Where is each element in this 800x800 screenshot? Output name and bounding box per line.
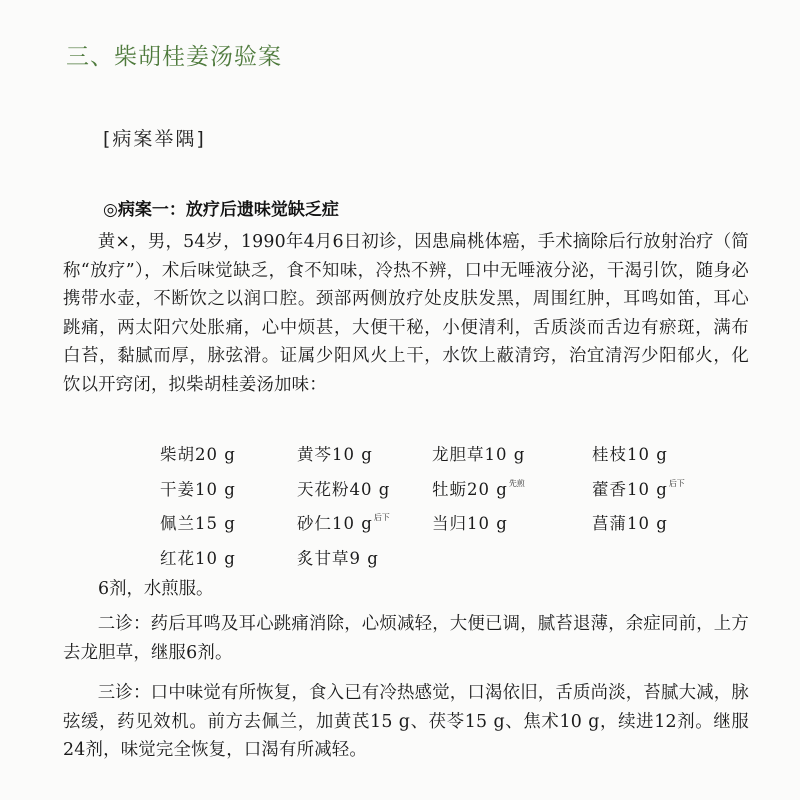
herb-name: 黄芩 (297, 445, 332, 464)
dosage-instruction: 6剂，水煎服。 (98, 579, 214, 599)
herb-name: 当归 (432, 514, 467, 533)
herb-item (592, 476, 685, 500)
herb-item (297, 545, 379, 569)
herb-prep-note: 后下 (668, 479, 685, 488)
herb-item (432, 441, 525, 465)
section-title: 三、柴胡桂姜汤验案 (66, 44, 282, 70)
herb-name: 菖蒲 (592, 514, 627, 533)
herb-item (432, 476, 525, 500)
herb-name: 龙胆草 (432, 445, 485, 464)
herb-dose: 10 g (195, 549, 236, 568)
case-paragraph-third-visit: 三诊：口中味觉有所恢复，食入已有冷热感觉，口渴依旧，舌质尚淡，苔腻大减，脉弦缓，药见效机。前方去佩兰，加黄芪15 g、茯苓15 g、焦术10 g，续进12剂。继服24剂，味觉完全恢复，口渴有所减轻。 (63, 683, 749, 760)
herb-name: 柴胡 (160, 445, 195, 464)
case-paragraph-initial-visit: 黄×，男，54岁，1990年4月6日初诊，因患扁桃体癌，手术摘除后行放射治疗（简称“放疗”），术后味觉缺乏，食不知味，冷热不辨，口中无唾液分泌，干渴引饮，随身必携带水壶，不断饮之以润口腔。颈部两侧放疗处皮肤发黑，周围红肿，耳鸣如笛，耳心跳痛，两太阳穴处胀痛，心中烦甚，大便干秘，小便清利，舌质淡而舌边有瘀斑，满布白苔，黏腻而厚，脉弦滑。证属少阳风火上干，水饮上蔽清窍，治宜清泻少阳郁火，化饮以开窍闭，拟柴胡桂姜汤加味： (63, 232, 749, 395)
herb-dose: 10 g (467, 514, 508, 533)
herb-name: 炙甘草 (297, 549, 350, 568)
case-title: ◎病案一：放疗后遗味觉缺乏症 (103, 200, 339, 220)
herb-dose: 10 g (332, 445, 373, 464)
herb-name: 桂枝 (592, 445, 627, 464)
herb-name: 藿香 (592, 480, 627, 499)
herb-item (432, 510, 508, 534)
herb-dose: 10 g (627, 480, 668, 499)
herb-dose: 15 g (195, 514, 236, 533)
herb-name: 砂仁 (297, 514, 332, 533)
herb-item (592, 510, 668, 534)
herb-name: 牡蛎 (432, 480, 467, 499)
herb-dose: 10 g (627, 514, 668, 533)
herb-dose: 20 g (467, 480, 508, 499)
herb-item (297, 441, 373, 465)
herb-item (160, 476, 236, 500)
herb-name: 干姜 (160, 480, 195, 499)
herb-dose: 9 g (349, 549, 379, 568)
herb-dose: 10 g (332, 514, 373, 533)
herb-dose: 40 g (349, 480, 391, 499)
herb-dose: 10 g (484, 445, 526, 464)
herb-dose: 10 g (627, 445, 668, 464)
herb-name: 佩兰 (160, 514, 195, 533)
herb-item (160, 441, 236, 465)
herb-item (160, 545, 236, 569)
case-heading: [病案举隅] (103, 128, 206, 150)
herb-name: 红花 (160, 549, 195, 568)
herb-dose: 20 g (195, 445, 236, 464)
herb-prep-note: 先煎 (508, 479, 525, 488)
herb-name: 天花粉 (297, 480, 350, 499)
herb-item (160, 510, 236, 534)
case-paragraph-second-visit: 二诊：药后耳鸣及耳心跳痛消除，心烦减轻，大便已调，腻苔退薄，余症同前，上方去龙胆草，继服6剂。 (63, 614, 749, 663)
herb-dose: 10 g (195, 480, 236, 499)
herb-prep-note: 后下 (373, 513, 390, 522)
herb-item (592, 441, 668, 465)
herb-item (297, 476, 390, 500)
herb-item (297, 510, 390, 534)
